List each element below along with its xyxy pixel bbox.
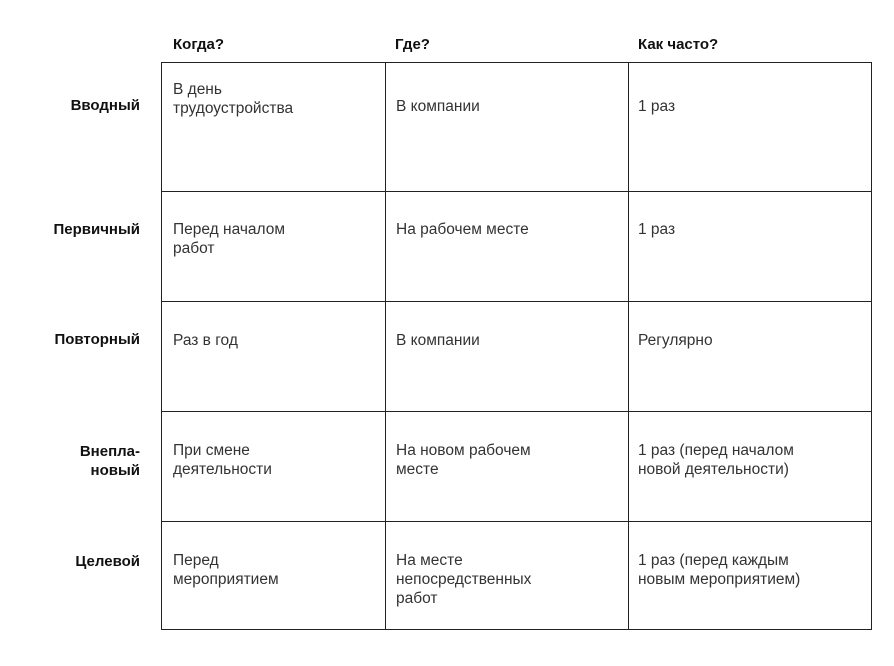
row-label-primary: Первичный — [53, 221, 140, 238]
table-cell-how-often: 1 раз — [638, 221, 676, 238]
row-divider — [162, 191, 871, 192]
table-cell-when: Перед началом работ — [173, 221, 286, 257]
row-label-introductory: Вводный — [70, 97, 140, 114]
column-divider — [628, 63, 629, 629]
table-cell-how-often: 1 раз (перед началом новой деятельности) — [638, 442, 794, 478]
table-cell-when: При смене деятельности — [173, 442, 272, 478]
row-divider — [162, 301, 871, 302]
column-header-how-often: Как часто? — [638, 36, 719, 53]
table-cell-how-often: Регулярно — [638, 332, 713, 349]
briefing-table — [161, 62, 872, 630]
table-cell-where: На рабочем месте — [396, 221, 529, 238]
table-cell-how-often: 1 раз — [638, 98, 676, 115]
table-cell-when: В день трудоустройства — [173, 81, 294, 117]
row-label-targeted: Целевой — [75, 553, 140, 570]
row-divider — [162, 521, 871, 522]
row-label-repeated: Повторный — [54, 331, 140, 348]
table-cell-where: В компании — [396, 332, 480, 349]
column-header-where: Где? — [395, 36, 430, 53]
table-cell-where: В компании — [396, 98, 480, 115]
table-cell-when: Перед мероприятием — [173, 552, 279, 588]
row-label-unscheduled: Внепла- новый — [79, 443, 140, 479]
row-divider — [162, 411, 871, 412]
column-header-when: Когда? — [173, 36, 225, 53]
column-divider — [385, 63, 386, 629]
table-cell-where: На месте непосредственных работ — [396, 552, 532, 607]
table-cell-how-often: 1 раз (перед каждым новым мероприятием) — [638, 552, 801, 588]
table-cell-when: Раз в год — [173, 332, 238, 349]
table-cell-where: На новом рабочем месте — [396, 442, 531, 478]
